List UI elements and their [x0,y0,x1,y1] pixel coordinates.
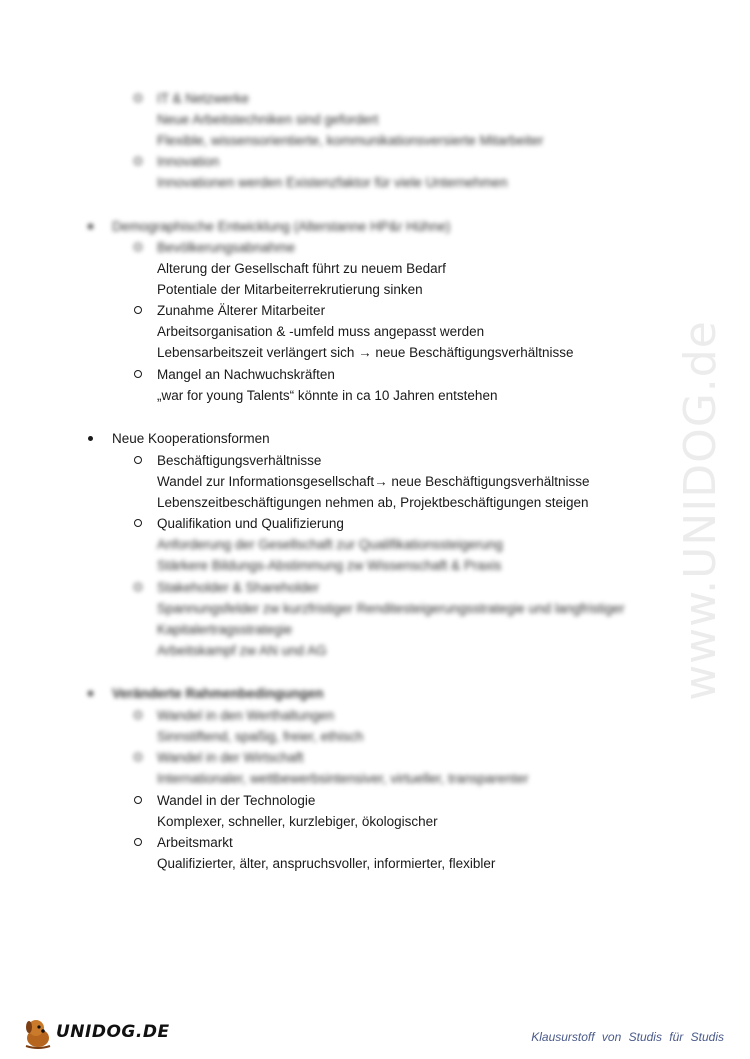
hollow-bullet-icon [134,306,142,314]
filled-bullet-icon [88,436,93,441]
hollow-bullet-icon [134,157,142,165]
sub-item-line: Anforderung der Gesellschaft zur Qualifikationssteigerung [157,537,503,552]
sub-item-line: Sinnstiftend, spaßig, freier, ethisch [157,729,364,744]
sub-item-line: Spannungsfelder zw kurzfristiger Renditesteigerungsstrategie und langfristiger [157,601,625,616]
logo-text: UNIDOG.DE [56,1022,170,1042]
hollow-bullet-icon [134,94,142,102]
sub-item-line: Arbeitsorganisation & -umfeld muss angepasst werden [157,324,485,339]
hollow-bullet-icon [134,583,142,591]
sub-item-line: Lebensarbeitszeit verlängert sich → neue Beschäftigungsverhältnisse [157,345,574,360]
hollow-bullet-icon [134,838,142,846]
filled-bullet-icon [88,224,93,229]
sub-item-line: Lebenszeitbeschäftigungen nehmen ab, Projektbeschäftigungen steigen [157,495,589,510]
footer-slogan: Klausurstoff von Studis für Studis [531,1030,724,1044]
hollow-bullet-icon [134,370,142,378]
sub-item-line: „war for young Talents“ könnte in ca 10 Jahren entstehen [157,388,498,403]
sub-item-line: Potentiale der Mitarbeiterrekrutierung sinken [157,282,423,297]
sub-item-line: Wandel zur Informationsgesellschaft→ neue Beschäftigungsverhältnisse [157,474,590,489]
sub-item-line: Alterung der Gesellschaft führt zu neuem Bedarf [157,261,446,276]
footer-logo[interactable] [22,1016,170,1050]
hollow-bullet-icon [134,753,142,761]
filled-bullet-icon [88,691,93,696]
sub-item-line: Neue Arbeitstechniken sind gefordert [157,112,379,127]
dog-mascot-icon [22,1016,56,1050]
document-page: IT & Netzwerke Neue Arbeitstechniken sind gefordert Flexible, wissensorientierte, kommunikationsversierte Mitarbeiter Innovation Innovationen werden Existenzfaktor für viele Unternehmen Demographische Entwicklung (Alterstanne HP&r Hühne) Bevölkerungsabnahme Alterung der Gesellschaft führt zu neuem Bedarf Potentiale der Mitarbeiterrekrutierung sinken Zunahme Älterer Mitarbeiter Arbeitsorganisation & -umfeld muss angepasst werden Lebensarbeitszeit verlängert sich → neue Beschäftigungsverhältnisse Mangel an Nachwuchskräften „war for young Talents“ könnte in ca 10 Jahren entstehen Neue Kooperationsformen Beschäftigungsverhältnisse Wandel zur Informationsgesellschaft→ neue Beschäftigungsverhältnisse Lebenszeitbeschäftigungen nehmen ab, Projektbeschäftigungen steigen Qualifikation und Qualifizierung Anforderung der Gesellschaft zur Qualifikationssteigerung Stärkere Bildungs-Abstimmung zw Wissenschaft & Praxis Stakeholder & Shareholder Spannungsfelder zw kurzfristiger Renditesteigerungsstrategie und langfristiger Kapitalertragsstrategie Arbeitskampf zw AN und AG Veränderte Rahmenbedingungen Wandel in den Werthaltungen Sinnstiftend, spaßig, freier, ethisch Wandel in der Wirtschaft Internationaler, wettbewerbsintensiver, virtueller, transparenter Wandel in der Technologie Komplexer, schneller, kurzlebiger, ökologischer Arbeitsmarkt Qualifizierter, älter, anspruchsvoller, informierter, flexibler www.UNIDOG.de UNIDOG.DE Klausurstoff von Studis für Studis [0,0,750,1059]
sub-item-line: Kapitalertragsstrategie [157,622,293,637]
watermark-text: www.UNIDOG.de [674,319,726,701]
sub-item-line: Internationaler, wettbewerbsintensiver, virtueller, transparenter [157,771,529,786]
hollow-bullet-icon [134,456,142,464]
sub-item-line: Stärkere Bildungs-Abstimmung zw Wissenschaft & Praxis [157,558,502,573]
sub-item-line: Qualifizierter, älter, anspruchsvoller, informierter, flexibler [157,856,496,871]
sub-item-line: Komplexer, schneller, kurzlebiger, ökologischer [157,814,438,829]
sub-item-line: Innovationen werden Existenzfaktor für viele Unternehmen [157,175,508,190]
hollow-bullet-icon [134,711,142,719]
hollow-bullet-icon [134,796,142,804]
hollow-bullet-icon [134,519,142,527]
watermark [670,280,730,740]
sub-item-line: Arbeitskampf zw AN und AG [157,643,327,658]
sub-item-line: Flexible, wissensorientierte, kommunikationsversierte Mitarbeiter [157,133,544,148]
hollow-bullet-icon [134,243,142,251]
